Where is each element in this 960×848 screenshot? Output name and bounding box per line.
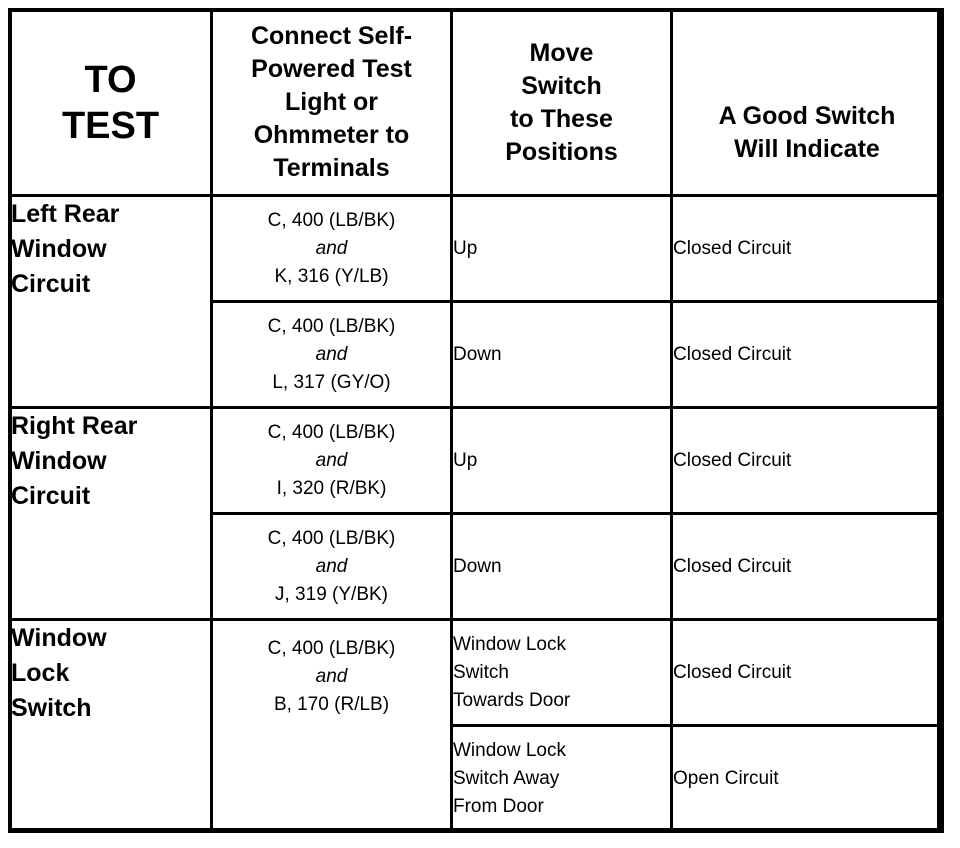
result-cell: Closed Circuit bbox=[672, 408, 943, 514]
terminals-cell: C, 400 (LB/BK) and K, 316 (Y/LB) bbox=[212, 196, 452, 302]
table-outer-border bbox=[8, 8, 941, 832]
header-good-switch: A Good Switch Will Indicate bbox=[672, 10, 943, 196]
terminals-cell: C, 400 (LB/BK) and L, 317 (GY/O) bbox=[212, 302, 452, 408]
result-cell: Closed Circuit bbox=[672, 196, 943, 302]
result-cell: Closed Circuit bbox=[672, 302, 943, 408]
position-cell: Up bbox=[452, 408, 672, 514]
header-move-switch: Move Switch to These Positions bbox=[452, 10, 672, 196]
group-label-right-rear: Right Rear Window Circuit bbox=[10, 408, 212, 620]
terminals-cell: C, 400 (LB/BK) and I, 320 (R/BK) bbox=[212, 408, 452, 514]
result-cell: Closed Circuit bbox=[672, 514, 943, 620]
position-cell: Down bbox=[452, 302, 672, 408]
position-cell: Down bbox=[452, 514, 672, 620]
group-label-window-lock: Window Lock Switch bbox=[10, 620, 212, 832]
header-connect-terminals: Connect Self- Powered Test Light or Ohmmeter to Terminals bbox=[212, 10, 452, 196]
header-to-test: TO TEST bbox=[10, 10, 212, 196]
group-label-left-rear: Left Rear Window Circuit bbox=[10, 196, 212, 408]
position-cell: Up bbox=[452, 196, 672, 302]
terminals-cell: C, 400 (LB/BK) and J, 319 (Y/BK) bbox=[212, 514, 452, 620]
position-cell: Window Lock Switch Away From Door bbox=[452, 726, 672, 832]
result-cell: Open Circuit bbox=[672, 726, 943, 832]
result-cell: Closed Circuit bbox=[672, 620, 943, 726]
position-cell: Window Lock Switch Towards Door bbox=[452, 620, 672, 726]
terminals-cell: C, 400 (LB/BK) and B, 170 (R/LB) bbox=[212, 620, 452, 832]
